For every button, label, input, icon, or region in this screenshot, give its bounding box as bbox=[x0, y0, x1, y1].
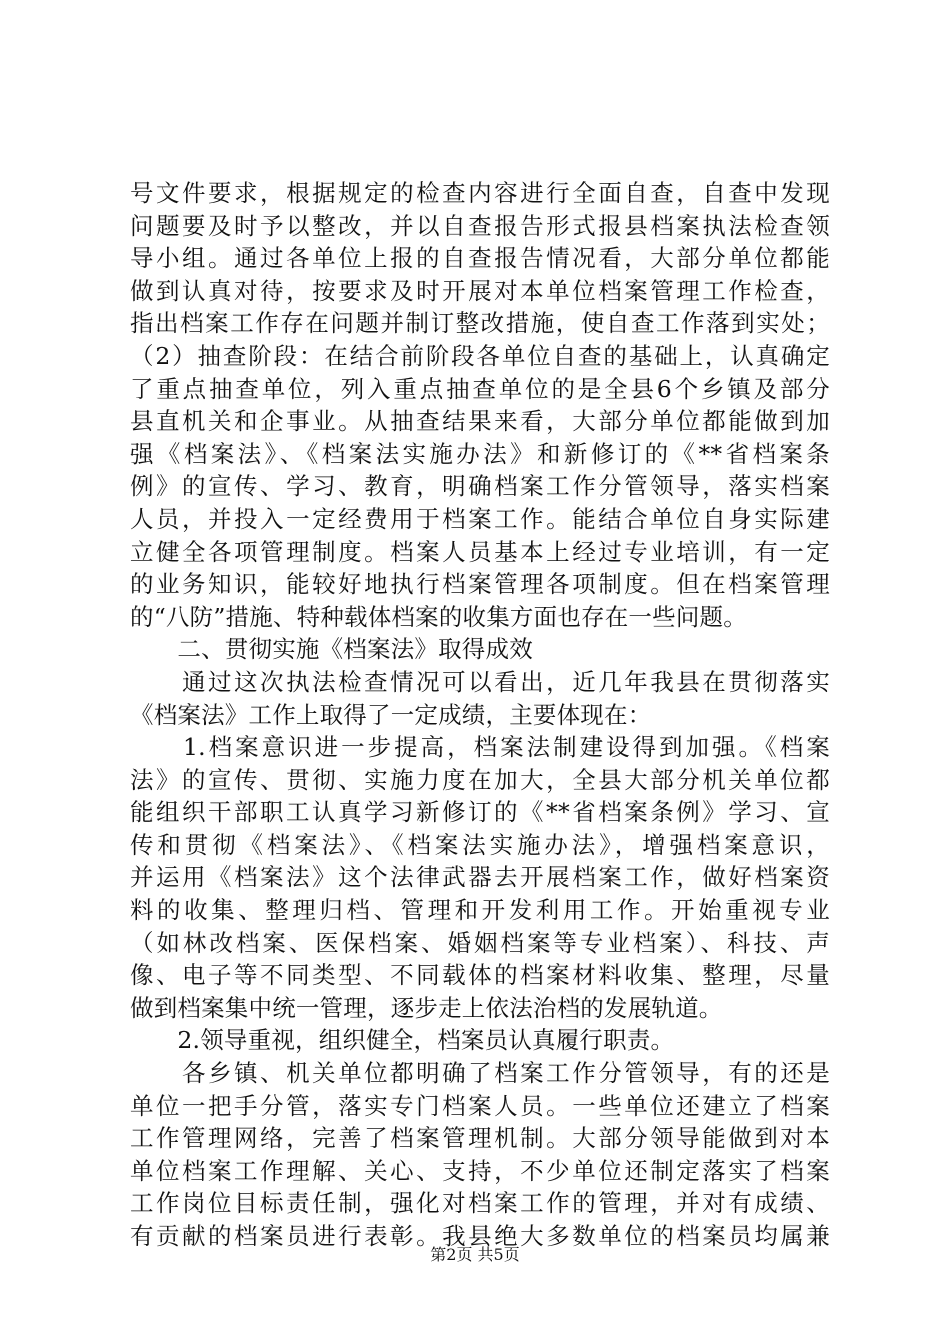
text-line: 强《档案法》、《档案法实施办法》和新修订的《**省档案条 bbox=[130, 439, 830, 468]
text-line: 的“八防”措施、特种载体档案的收集方面也存在一些问题。 bbox=[130, 602, 747, 631]
text-line: 人员，并投入一定经费用于档案工作。能结合单位自身实际建 bbox=[130, 504, 830, 533]
text-line: 工作管理网络，完善了档案管理机制。大部分领导能做到对本 bbox=[130, 1124, 830, 1153]
text-line: 2.领导重视，组织健全，档案员认真履行职责。 bbox=[130, 1026, 675, 1055]
text-line: 1.档案意识进一步提高，档案法制建设得到加强。《档案 bbox=[130, 733, 830, 762]
text-line: 单位档案工作理解、关心、支持，不少单位还制定落实了档案 bbox=[130, 1156, 830, 1185]
text-line: （如林改档案、医保档案、婚姻档案等专业档案）、科技、声 bbox=[130, 928, 830, 957]
text-line: 问题要及时予以整改，并以自查报告形式报县档案执法检查领 bbox=[130, 211, 830, 240]
text-line: 做到认真对待，按要求及时开展对本单位档案管理工作检查， bbox=[130, 276, 830, 305]
text-line: 例》的宣传、学习、教育，明确档案工作分管领导，落实档案 bbox=[130, 472, 830, 501]
text-line: 工作岗位目标责任制，强化对档案工作的管理，并对有成绩、 bbox=[130, 1189, 830, 1218]
text-line: 料的收集、整理归档、管理和开发利用工作。开始重视专业 bbox=[130, 896, 830, 925]
text-line: 了重点抽查单位，列入重点抽查单位的是全县6个乡镇及部分 bbox=[130, 374, 830, 403]
text-line: 号文件要求，根据规定的检查内容进行全面自查，自查中发现 bbox=[130, 179, 830, 207]
text-line: 单位一把手分管，落实专门档案人员。一些单位还建立了档案 bbox=[130, 1091, 830, 1120]
text-line: 立健全各项管理制度。档案人员基本上经过专业培训，有一定 bbox=[130, 537, 830, 566]
text-line: 通过这次执法检查情况可以看出，近几年我县在贯彻落实 bbox=[130, 667, 830, 696]
text-line: 能组织干部职工认真学习新修订的《**省档案条例》学习、宣 bbox=[130, 798, 830, 827]
text-line: 各乡镇、机关单位都明确了档案工作分管领导，有的还是 bbox=[130, 1059, 830, 1088]
text-line: 传和贯彻《档案法》、《档案法实施办法》，增强档案意识， bbox=[130, 830, 830, 859]
text-line: 导小组。通过各单位上报的自查报告情况看，大部分单位都能 bbox=[130, 244, 830, 273]
text-line: 像、电子等不同类型、不同载体的档案材料收集、整理，尽量 bbox=[130, 961, 830, 990]
text-line: 法》的宣传、贯彻、实施力度在加大，全县大部分机关单位都 bbox=[130, 765, 830, 794]
text-line: 《档案法》工作上取得了一定成绩，主要体现在： bbox=[130, 700, 652, 729]
text-line: 做到档案集中统一管理，逐步走上依法治档的发展轨道。 bbox=[130, 993, 723, 1022]
text-line: 有贡献的档案员进行表彰。我县绝大多数单位的档案员均属兼 bbox=[130, 1222, 830, 1250]
page-footer: 第2页 共5页 bbox=[430, 1245, 520, 1264]
text-line: （2）抽查阶段：在结合前阶段各单位自查的基础上，认真确定 bbox=[130, 341, 830, 370]
document-body bbox=[130, 177, 830, 1253]
text-line: 指出档案工作存在问题并制订整改措施，使自查工作落到实处； bbox=[130, 309, 830, 338]
text-line: 县直机关和企事业。从抽查结果来看，大部分单位都能做到加 bbox=[130, 407, 830, 436]
text-line: 二、贯彻实施《档案法》取得成效 bbox=[130, 635, 533, 664]
text-line: 的业务知识，能较好地执行档案管理各项制度。但在档案管理 bbox=[130, 570, 830, 599]
text-line: 并运用《档案法》这个法律武器去开展档案工作，做好档案资 bbox=[130, 863, 830, 892]
